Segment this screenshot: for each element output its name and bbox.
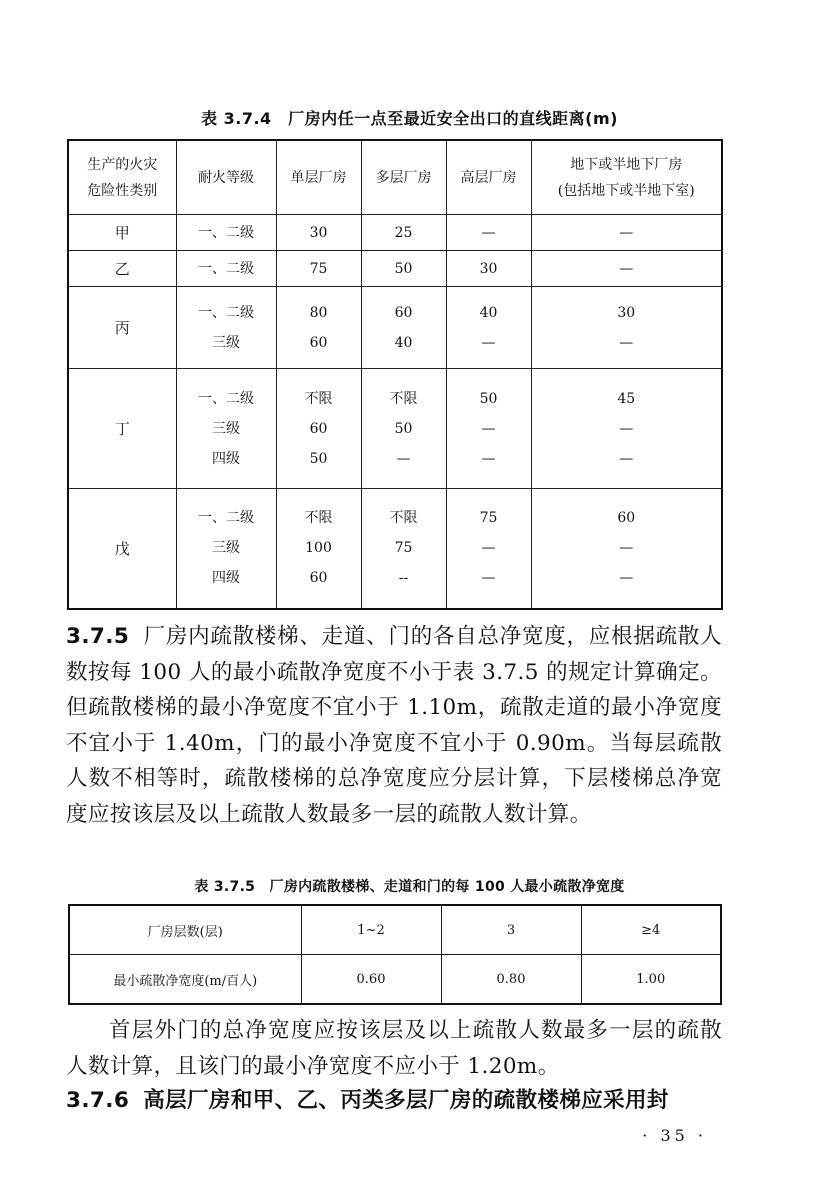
cell-value: — (619, 540, 634, 557)
section-number: 3.7.6 (66, 1088, 130, 1113)
cell-value: 40 (394, 334, 413, 351)
header-underground-line2: (包括地下或半地下室) (557, 182, 695, 199)
ratings-cell (176, 251, 276, 287)
cell-value: 四级 (212, 570, 240, 587)
section-number: 3.7.5 (66, 624, 130, 649)
high-cell (446, 287, 531, 369)
cell-value: 75 (479, 510, 498, 527)
cell-value: 一、二级 (198, 390, 254, 407)
underground-cell (531, 215, 722, 251)
header-high: 高层厂房 (446, 140, 531, 215)
cell-value: — (481, 450, 496, 467)
cell-value: 60 (309, 420, 328, 437)
cell-value: 40 (479, 304, 498, 321)
table-row (69, 905, 721, 955)
table-3-7-4 (67, 139, 723, 610)
table-3-7-4-caption: 表 3.7.4 厂房内任一点至最近安全出口的直线距离(m) (201, 109, 618, 128)
single-cell (276, 215, 361, 251)
header-single: 单层厂房 (276, 140, 361, 215)
table-row (68, 251, 722, 287)
cell-value: — (481, 570, 496, 587)
paragraph-exit-door: 首层外门的总净宽度应按该层及以上疏散人数最多一层的疏散人数计算，且该门的最小净宽度不应小于 1.20m。 (66, 1018, 722, 1079)
table-row (68, 215, 722, 251)
table-cell: 0.60 (301, 955, 441, 1005)
cell-value: 80 (309, 304, 328, 321)
cell-value: -- (398, 570, 409, 587)
table-3-7-5 (68, 904, 722, 1005)
section-text: 厂房内疏散楼梯、走道、门的各自总净宽度，应根据疏散人数按每 100 人的最小疏散净宽度不小于表 3.7.5 的规定计算确定。但疏散楼梯的最小净宽度不宜小于 1.10m，疏散走道的最小净宽度不宜小于 1.40m，门的最小净宽度不宜小于 0.90m。当每层疏散人数不相等时，疏散楼梯的总净宽度应分层计算，下层楼梯总净宽度应按该层及以上疏散人数最多一层的疏散人数计算。 (66, 624, 722, 827)
table-row (69, 955, 721, 1005)
cell-value: — (619, 260, 634, 277)
cell-value: 不限 (304, 510, 333, 527)
header-category-line1: 生产的火灾 (87, 156, 158, 173)
single-cell (276, 287, 361, 369)
cell-value: — (619, 334, 634, 351)
high-cell (446, 251, 531, 287)
cell-value: 一、二级 (198, 224, 254, 241)
multi-cell (361, 215, 446, 251)
multi-cell (361, 369, 446, 489)
cell-value: 一、二级 (198, 510, 254, 527)
cell-value: 100 (305, 540, 332, 557)
underground-cell (531, 369, 722, 489)
cell-value: 三级 (212, 540, 240, 557)
cell-value: 四级 (212, 450, 240, 467)
table-cell: 0.80 (441, 955, 581, 1005)
high-cell (446, 369, 531, 489)
table-cell: 最小疏散净宽度(m/百人) (69, 955, 301, 1005)
ratings-cell (176, 287, 276, 369)
cell-value: 一、二级 (198, 260, 254, 277)
cell-value: 不限 (304, 390, 333, 407)
header-multi: 多层厂房 (361, 140, 446, 215)
cell-value: 不限 (389, 390, 418, 407)
table-cell: 3 (441, 905, 581, 955)
cell-value: 一、二级 (198, 304, 254, 321)
cell-value: — (619, 450, 634, 467)
cell-value: — (619, 570, 634, 587)
cell-value: 30 (479, 260, 498, 277)
cell-value: — (481, 224, 496, 241)
table-row (68, 287, 722, 369)
cell-value: 45 (617, 390, 636, 407)
underground-cell (531, 287, 722, 369)
table-row (68, 489, 722, 609)
section-3-7-6 (66, 1083, 722, 1119)
multi-cell (361, 287, 446, 369)
category-cell: 丁 (68, 369, 176, 489)
cell-value: 60 (309, 570, 328, 587)
cell-value: 50 (394, 420, 413, 437)
single-cell (276, 489, 361, 609)
ratings-cell (176, 215, 276, 251)
cell-value: 50 (479, 390, 498, 407)
section-3-7-5 (66, 619, 722, 832)
ratings-cell (176, 369, 276, 489)
cell-value: 30 (617, 304, 636, 321)
single-cell (276, 251, 361, 287)
cell-value: — (396, 450, 411, 467)
cell-value: — (619, 224, 634, 241)
cell-value: — (481, 334, 496, 351)
cell-value: 25 (394, 224, 413, 241)
table-cell: 1~2 (301, 905, 441, 955)
page-number: · 35 · (642, 1126, 707, 1145)
cell-value: 50 (309, 450, 328, 467)
table-row (68, 369, 722, 489)
ratings-cell (176, 489, 276, 609)
header-underground-line1: 地下或半地下厂房 (570, 156, 683, 173)
cell-value: — (619, 420, 634, 437)
cell-value: — (481, 420, 496, 437)
cell-value: 60 (394, 304, 413, 321)
section-text: 高层厂房和甲、乙、丙类多层厂房的疏散楼梯应采用封 (143, 1088, 669, 1113)
cell-value: 60 (617, 510, 636, 527)
category-cell: 丙 (68, 287, 176, 369)
header-underground (531, 140, 722, 215)
cell-value: — (481, 540, 496, 557)
table-cell: 厂房层数(层) (69, 905, 301, 955)
cell-value: 30 (309, 224, 328, 241)
cell-value: 三级 (212, 420, 240, 437)
category-cell: 戊 (68, 489, 176, 609)
header-category (68, 140, 176, 215)
cell-value: 60 (309, 334, 328, 351)
high-cell (446, 215, 531, 251)
table-cell: ≥4 (581, 905, 721, 955)
underground-cell (531, 489, 722, 609)
single-cell (276, 369, 361, 489)
multi-cell (361, 489, 446, 609)
cell-value: 75 (394, 540, 413, 557)
table-3-7-5-caption: 表 3.7.5 厂房内疏散楼梯、走道和门的每 100 人最小疏散净宽度 (194, 879, 625, 895)
high-cell (446, 489, 531, 609)
header-fire-rating: 耐火等级 (176, 140, 276, 215)
underground-cell (531, 251, 722, 287)
cell-value: 50 (394, 260, 413, 277)
table-3-7-4-body (68, 215, 722, 609)
table-header-row (68, 140, 722, 215)
cell-value: 75 (309, 260, 328, 277)
cell-value: 不限 (389, 510, 418, 527)
category-cell: 乙 (68, 251, 176, 287)
category-cell: 甲 (68, 215, 176, 251)
header-category-line2: 危险性类别 (87, 182, 158, 199)
cell-value: 三级 (212, 334, 240, 351)
multi-cell (361, 251, 446, 287)
table-cell: 1.00 (581, 955, 721, 1005)
